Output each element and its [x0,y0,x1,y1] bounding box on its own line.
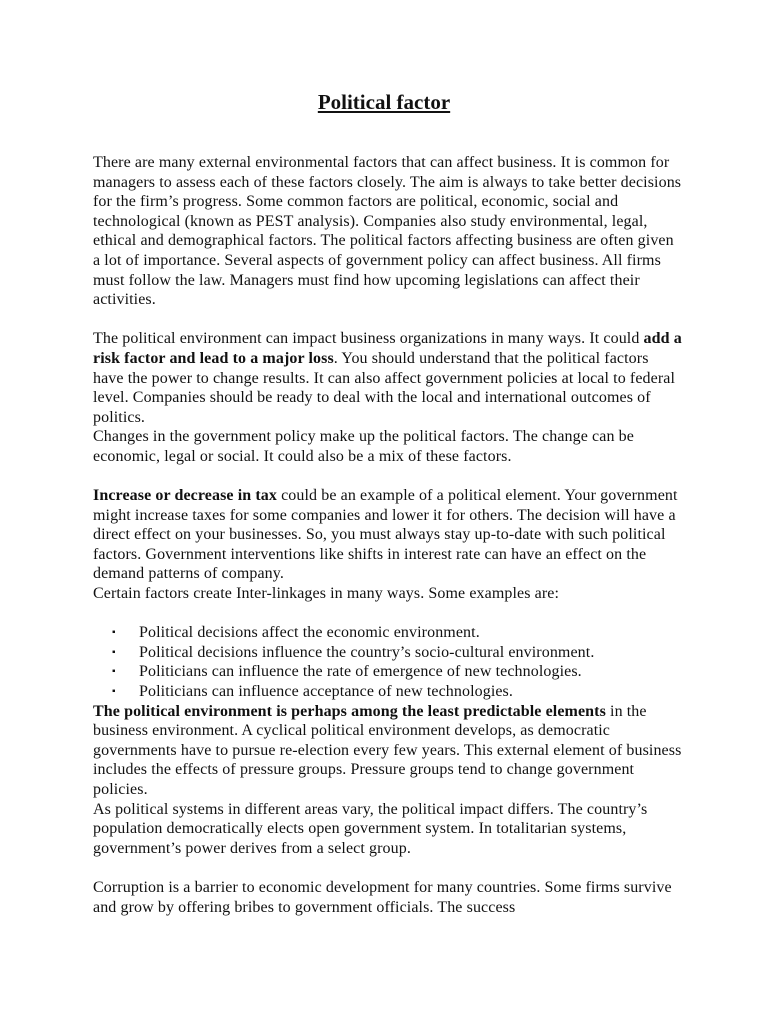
paragraph-policy-changes: Changes in the government policy make up the political factors. The change can be economic, legal or social. It could also be a mix of these factors. [93,428,634,465]
paragraph-gap [93,604,683,624]
bold-phrase-tax: Increase or decrease in tax [93,487,277,505]
list-item [93,623,683,643]
list-item-text: Political decisions affect the economic environment. [139,624,480,642]
list-item-text: Politicians can influence acceptance of new technologies. [139,683,513,701]
bold-phrase-risk-factor: add a risk factor and lead to a major loss [93,330,682,367]
bullet-list [93,623,683,701]
paragraph-gap [93,858,683,878]
square-bullet-icon: ▪ [112,666,116,678]
page-title: Political factor [317,90,451,114]
paragraph-political-environment [93,329,683,427]
list-item-text: Politicians can influence the rate of emergence of new technologies. [139,663,582,681]
paragraph-least-predictable [93,702,683,800]
bold-phrase-least-predictable: The political environment is perhaps among the least predictable elements [93,702,606,720]
document-body [93,153,683,917]
paragraph-political-systems: As political systems in different areas vary, the political impact differs. The country’s population democratically elects open government system. In totalitarian systems, government’s power derives from a select group. [93,800,648,857]
paragraph-gap [93,310,683,330]
square-bullet-icon: ▪ [112,686,116,698]
paragraph-text: . You should understand that the political factors have the power to change results. It can also affect government policies at local to federal level. Companies should be ready to deal with the local and international outcomes of politics. [93,349,676,426]
list-item-text: Political decisions influence the country’s socio-cultural environment. [139,643,595,661]
paragraph-text: in the business environment. A cyclical political environment develops, as democratic governments have to pursue re-election every few years. This external element of business includes the effects of pressure groups. Pressure groups tend to change government policies. [93,702,682,798]
square-bullet-icon: ▪ [112,627,116,639]
list-item [93,662,683,682]
paragraph-inter-linkages: Certain factors create Inter-linkages in many ways. Some examples are: [93,585,560,603]
paragraph-text: The political environment can impact business organizations in many ways. It could [93,330,644,348]
square-bullet-icon: ▪ [112,646,116,658]
paragraph-text: could be an example of a political element. Your government might increase taxes for some companies and lower it for others. The decision will have a direct effect on your businesses. So, you must always stay up-to-date with such political factors. Government interventions like shifts in interest rate can have an effect on the demand patterns of company. [93,487,678,583]
list-item [93,643,683,663]
paragraph-corruption: Corruption is a barrier to economic development for many countries. Some firms survive and grow by offering bribes to government officials. The success [93,878,672,916]
paragraph-gap [93,467,683,487]
paragraph-tax [93,486,683,584]
paragraph-intro: There are many external environmental factors that can affect business. It is common for managers to assess each of these factors closely. The aim is always to take better decisions for the firm’s progress. Some common factors are political, economic, social and technological (known as PEST analysis). Companies also study environmental, legal, ethical and demographical factors. The political factors affecting business are often given a lot of importance. Several aspects of government policy can affect business. All firms must follow the law. Managers must find how upcoming legislations can affect their activities. [93,154,682,309]
list-item [93,682,683,702]
